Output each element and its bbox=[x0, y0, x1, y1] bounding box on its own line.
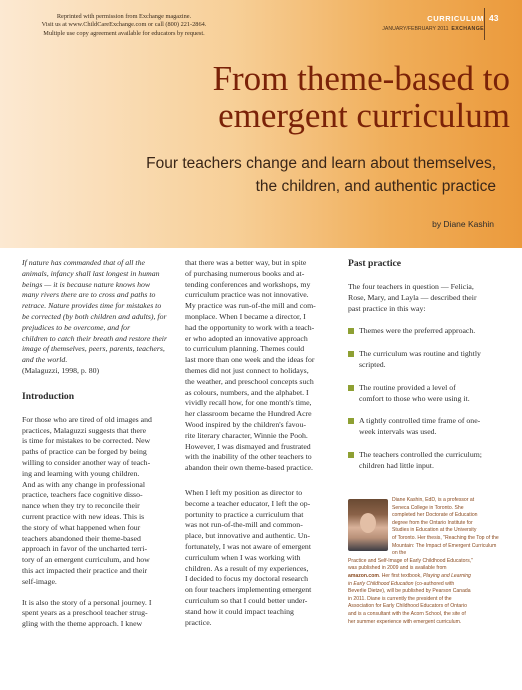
author-photo-icon bbox=[348, 499, 388, 551]
text-line: children. As a result of my experiences, bbox=[185, 563, 309, 573]
author-bio bbox=[348, 497, 500, 626]
text-line: I decided to focus my doctoral research bbox=[185, 574, 308, 584]
text-line: stand how it could impact teaching bbox=[185, 606, 294, 616]
epigraph bbox=[22, 258, 172, 366]
header-divider bbox=[484, 8, 485, 40]
text-line: The curriculum was routine and tightly bbox=[359, 349, 481, 359]
text-line: practice, teachers face cognitive disso- bbox=[22, 490, 143, 500]
text-line: last more than one week and the ideas for bbox=[185, 355, 315, 365]
text-line: abandon their own theme-based practice. bbox=[185, 463, 313, 473]
book-title: Playing and Learning bbox=[423, 572, 471, 579]
text-line: this act impacted their practice and their bbox=[22, 565, 148, 575]
running-header bbox=[0, 0, 522, 40]
director-paragraph bbox=[185, 258, 335, 474]
text-line: My practice was run-of-the mill and com- bbox=[185, 301, 316, 311]
square-bullet-icon bbox=[348, 452, 354, 458]
title-line: emergent curriculum bbox=[218, 96, 510, 135]
magazine-name: EXCHANGE bbox=[451, 26, 484, 32]
bio-line: Mountain: The Impact of Emergent Curriculum on the bbox=[392, 542, 497, 557]
reprint-line: Multiple use copy agreement available for educators by request. bbox=[43, 29, 205, 37]
text-line: practice. bbox=[185, 617, 212, 627]
text-line: place, but innovative and authentic. Un- bbox=[185, 531, 310, 541]
text-line: And as with any change in professional bbox=[22, 479, 145, 489]
bio-line: and is a consultant with the Acorn School, the site of bbox=[348, 610, 466, 617]
text-line: Wood inspired by the children's favou- bbox=[185, 419, 306, 429]
text-line: tory of an emergent curriculum, and how bbox=[22, 555, 150, 565]
list-item bbox=[348, 326, 500, 337]
text-line: past practice in this way: bbox=[348, 303, 426, 313]
text-line: Rose, Mary, and Layla — described their bbox=[348, 292, 477, 302]
epigraph-line: be corrected (by both children and adults), for bbox=[22, 311, 167, 321]
text-line: er who adopted an innovative approach bbox=[185, 333, 308, 343]
bio-line: Practice and Self-Image of Early Childhood Educators," bbox=[348, 557, 473, 564]
text-line: When I left my position as director to bbox=[185, 487, 303, 497]
journey-paragraph bbox=[22, 598, 172, 630]
text-line: comfort to those who were using it. bbox=[359, 393, 470, 403]
epigraph-line: image of themselves, peers, parents, teachers, bbox=[22, 344, 165, 354]
text-line: spent years as a preschool teacher strug- bbox=[22, 608, 148, 618]
bio-line: Diane Kashin, EdD, is a professor at bbox=[392, 497, 475, 503]
issue-date-text: JANUARY/FEBRUARY 2011 bbox=[382, 26, 449, 32]
text-line: ing and learning with young children. bbox=[22, 468, 140, 478]
text-line: become a teacher educator, I left the op- bbox=[185, 498, 311, 508]
bio-line: completed her Doctorate of Education bbox=[392, 512, 478, 519]
bio-line: Beverlie Dietze), will be published by Pearson Canada bbox=[348, 588, 471, 595]
text-line: on four teachers implementing emergent bbox=[185, 585, 312, 595]
byline: by Diane Kashin bbox=[432, 219, 494, 229]
educator-paragraph bbox=[185, 488, 335, 628]
text-line: monplace. When I became a director, I bbox=[185, 311, 306, 321]
text-line: the story of what happened when four bbox=[22, 522, 141, 532]
subtitle-line: Four teachers change and learn about themselves, bbox=[146, 155, 496, 172]
square-bullet-icon bbox=[348, 328, 354, 334]
text-line: is time for mistakes to be corrected. New bbox=[22, 436, 151, 446]
text-line: The four teachers in question — Felicia, bbox=[348, 282, 474, 291]
text-line: For those who are tired of old images and bbox=[22, 414, 152, 424]
text-line: willing to consider another way of teach- bbox=[22, 457, 151, 467]
text-line: was not run-of-the-mill and common- bbox=[185, 520, 303, 530]
text-line: fortunately, I was not aware of emergent bbox=[185, 541, 311, 551]
book-title: in Early Childhood Education bbox=[348, 580, 414, 587]
article-subtitle bbox=[140, 152, 496, 198]
text-line: the weather, and preschool concepts such bbox=[185, 376, 314, 386]
bio-line: . Her first textbook, bbox=[378, 572, 424, 579]
bio-line: Association for Early Childhood Educators of Ontario bbox=[348, 603, 467, 610]
bio-line: degree from the Ontario Institute for bbox=[392, 519, 473, 526]
text-line: The teachers controlled the curriculum; bbox=[359, 449, 482, 459]
text-line: teachers abandoned their theme-based bbox=[22, 533, 141, 543]
article-title bbox=[150, 60, 510, 134]
bio-line: of Toronto. Her thesis, "Reaching the Top of the bbox=[392, 534, 499, 541]
text-line: themes did not just connect to holidays, bbox=[185, 365, 309, 375]
column-right bbox=[348, 258, 500, 484]
text-line: curriculum so that I could better under- bbox=[185, 595, 308, 605]
text-line: children had little input. bbox=[359, 460, 434, 470]
amazon-link[interactable]: amazon.com bbox=[348, 572, 379, 579]
page-number: 43 bbox=[489, 13, 499, 23]
text-line: practices, Malaguzzi suggests that there bbox=[22, 425, 147, 435]
issue-date bbox=[382, 26, 484, 32]
text-line: gling with the theme approach. I knew bbox=[22, 619, 143, 629]
text-line: current practice with new ideas. This is bbox=[22, 511, 145, 521]
reprint-line: Visit us at www.ChildCareExchange.com or call (800) 221-2864. bbox=[41, 21, 207, 29]
epigraph-line: animals, infancy shall last longest in human bbox=[22, 268, 160, 278]
past-practice-intro bbox=[348, 282, 500, 314]
column-middle bbox=[185, 258, 335, 638]
text-line: rite literary character, Winnie the Pooh. bbox=[185, 430, 308, 440]
bio-line: (co-authored with bbox=[413, 580, 455, 587]
epigraph-line: retrace. Nature provides time for mistakes to bbox=[22, 301, 162, 311]
text-line: with the inability of the other teachers to bbox=[185, 452, 312, 462]
reprint-line: Reprinted with permission from Exchange magazine. bbox=[56, 13, 192, 20]
bio-line: Studies in Education at the University bbox=[392, 527, 477, 534]
epigraph-line: If nature has commanded that of all the bbox=[22, 258, 145, 267]
subtitle-line: the children, and authentic practice bbox=[255, 178, 496, 195]
intro-heading: Introduction bbox=[22, 390, 75, 402]
list-item bbox=[348, 349, 500, 371]
epigraph-line: many rivers there are to cross and paths to bbox=[22, 290, 156, 300]
epigraph-citation: (Malaguzzi, 1998, p. 80) bbox=[22, 365, 100, 375]
text-line: approach in favor of the uncharted terri- bbox=[22, 544, 148, 554]
bio-line: Seneca College in Toronto. She bbox=[392, 504, 464, 511]
text-line: nance when they try to reconcile their bbox=[22, 501, 140, 511]
bio-line: her summer experience with emergent curriculum. bbox=[348, 618, 462, 625]
text-line: self-image. bbox=[22, 576, 57, 586]
bio-line: in 2011. Diane is currently the president of the bbox=[348, 595, 452, 602]
text-line: of purchasing numerous books and at- bbox=[185, 268, 305, 278]
text-line: It is also the story of a personal journey. I bbox=[22, 597, 152, 607]
past-practice-list bbox=[348, 326, 500, 471]
section-label: CURRICULUM bbox=[427, 14, 484, 23]
text-line: vividly recall how, for one month's time, bbox=[185, 398, 312, 408]
text-line: However, I was dismayed and frustrated bbox=[185, 441, 311, 451]
text-line: curriculum when I was working with bbox=[185, 552, 301, 562]
square-bullet-icon bbox=[348, 351, 354, 357]
intro-paragraph bbox=[22, 415, 172, 588]
list-item bbox=[348, 416, 500, 438]
column-left bbox=[22, 258, 172, 640]
text-line: A tightly controlled time frame of one- bbox=[359, 416, 481, 426]
text-line: had the opportunity to work with a teach- bbox=[185, 322, 315, 332]
text-line: that there was a better way, but in spite bbox=[185, 258, 307, 267]
text-line: week intervals was used. bbox=[359, 427, 437, 437]
text-line: her classroom became the Hundred Acre bbox=[185, 409, 312, 419]
title-line: From theme-based to bbox=[212, 59, 510, 98]
text-line: paths of practice can be forged by being bbox=[22, 447, 147, 457]
text-line: to curriculum planning. Themes could bbox=[185, 344, 305, 354]
bio-line: was published in 2009 and is available from bbox=[348, 565, 447, 572]
epigraph-line: children to catch their breath and restore their bbox=[22, 333, 168, 343]
text-line: Themes were the preferred approach. bbox=[359, 326, 476, 336]
text-line: curriculum practice was not innovative. bbox=[185, 290, 309, 300]
square-bullet-icon bbox=[348, 385, 354, 391]
text-line: scripted. bbox=[359, 359, 386, 369]
text-line: as colours, numbers, and the alphabet. I bbox=[185, 387, 309, 397]
past-practice-heading: Past practice bbox=[348, 258, 402, 269]
epigraph-line: prejudices to be overcome, and for bbox=[22, 322, 131, 332]
list-item bbox=[348, 383, 500, 405]
text-line: The routine provided a level of bbox=[359, 382, 456, 392]
text-line: portunity to practice a curriculum that bbox=[185, 509, 304, 519]
epigraph-line: beings — it is because nature knows how bbox=[22, 279, 151, 289]
text-line: tending conferences and workshops, my bbox=[185, 279, 311, 289]
list-item bbox=[348, 450, 500, 472]
square-bullet-icon bbox=[348, 418, 354, 424]
epigraph-line: and the world. bbox=[22, 355, 68, 365]
